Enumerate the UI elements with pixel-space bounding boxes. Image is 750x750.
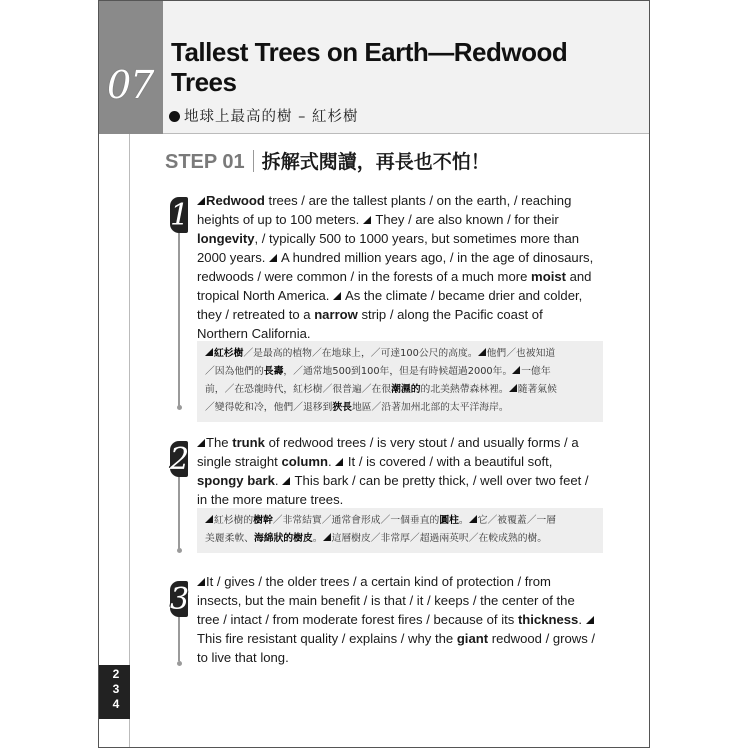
book-page (98, 0, 650, 748)
keyword: giant (456, 631, 489, 646)
keyword: 樹幹 (253, 515, 273, 526)
paragraph-rule-dot (177, 405, 182, 410)
text-run: 這層樹皮／非常厚／超過兩英呎／在較成熟的樹。 (331, 533, 548, 544)
paragraph-3 (197, 572, 597, 667)
text-run: 隨著氣候 ／變得乾和冷，他們／退移到 (205, 384, 557, 413)
keyword: 紅杉樹 (214, 348, 244, 359)
text-run: . (274, 473, 283, 488)
sentence-marker-icon (509, 384, 517, 392)
text-run: 的北美熱帶森林裡。 (420, 384, 509, 395)
sentence-marker-icon (335, 458, 343, 466)
sentence-marker-icon (333, 292, 341, 300)
paragraph-1 (197, 191, 597, 343)
text-run: The (206, 435, 233, 450)
sentence-marker-icon (586, 616, 594, 624)
text-run: . (328, 454, 336, 469)
text-run: , / typically 500 to 1000 years, but sometimes more than 2000 years. (197, 231, 580, 265)
text-run: ／非常結實／通常會形成／一個垂直的 (272, 515, 440, 526)
text-run: of redwood trees / is very stout / and usually forms / a single straight (197, 435, 579, 469)
text-run: As the climate / became drier and colder, they / retreated to a (197, 288, 583, 322)
text-run: This bark / can be pretty thick, / well over two feet / in the more mature trees. (197, 473, 589, 507)
sentence-marker-icon (197, 439, 205, 447)
keyword: thickness (517, 612, 579, 627)
lesson-number-block (99, 1, 163, 134)
sentence-marker-icon (478, 348, 486, 356)
text-run: ，／通常地500到100年，但是有時候超過2000年。 (283, 366, 513, 377)
keyword: longevity (197, 231, 255, 246)
text-run: . (578, 612, 586, 627)
text-run: It / is covered / with a beautiful soft, (344, 454, 553, 469)
text-run: It / gives / the older trees / a certain kind of protection / from insects, but the main benefit / is that / it / keeps / the center of the tree / intact / from moderate forest fires / because of its (197, 574, 575, 627)
paragraph-marker-1: 1 (170, 198, 190, 233)
bullet-icon (169, 111, 180, 122)
step-label: STEP 01 (165, 151, 245, 173)
sentence-marker-icon (282, 477, 290, 485)
text-run: 一億年 前，／在恐龍時代，紅杉樹／很普遍／在很 (205, 366, 551, 395)
text-run: 紅杉樹的 (214, 515, 254, 526)
step-caption: 拆解式閱讀，再長也不怕！ (261, 151, 490, 173)
keyword: Redwood (206, 193, 265, 208)
sentence-marker-icon (197, 578, 205, 586)
paragraph-rule-dot (177, 548, 182, 553)
paragraph-2 (197, 433, 597, 509)
text-run: A hundred million years ago, / in the age of dinosaurs, redwoods / were common / in the forests of a much more (197, 250, 594, 284)
text-run: 它／被覆蓋／一層 美麗柔軟、 (205, 515, 557, 544)
keyword: spongy bark (197, 473, 275, 488)
text-run: This fire resistant quality / explains / why the (197, 631, 457, 646)
keyword: 狹長 (332, 402, 352, 413)
text-run: They / are also known / for their (371, 212, 559, 227)
sentence-marker-icon (269, 254, 277, 262)
page-number: 2 3 4 (99, 665, 130, 719)
keyword: column (281, 454, 328, 469)
keyword: narrow (314, 307, 358, 322)
sentence-marker-icon (469, 515, 477, 523)
sentence-marker-icon (205, 348, 213, 356)
sentence-marker-icon (512, 366, 520, 374)
text-run: strip / along the Pacific coast of Northern California. (197, 307, 543, 341)
lesson-subtitle-text: 地球上最高的樹 – 紅杉樹 (184, 109, 359, 125)
keyword: 長壽 (263, 366, 284, 377)
lesson-number: 07 (107, 63, 154, 107)
sentence-marker-icon (363, 216, 371, 224)
text-run: 地區／沿著加州北部的太平洋海岸。 (351, 402, 509, 413)
text-run: 。 (458, 515, 469, 526)
keyword: trunk (232, 435, 265, 450)
translation-2 (197, 508, 603, 553)
paragraph-rule-dot (177, 661, 182, 666)
sentence-marker-icon (205, 515, 213, 523)
text-run: 他們／也被知道 ／因為他們的 (205, 348, 556, 377)
keyword: 潮濕的 (391, 384, 421, 395)
paragraph-marker-3: 3 (170, 582, 190, 617)
lesson-title: Tallest Trees on Earth—Redwood Trees (171, 37, 568, 97)
lesson-subtitle (169, 105, 358, 126)
step-heading (165, 147, 490, 174)
text-run: 。 (312, 533, 323, 544)
paragraph-rule (178, 206, 180, 406)
text-run: redwood / grows / to live that long. (197, 631, 596, 665)
keyword: 圓柱 (439, 515, 459, 526)
translation-1 (197, 341, 603, 422)
sentence-marker-icon (197, 197, 205, 205)
sentence-marker-icon (323, 533, 331, 541)
keyword: moist (531, 269, 566, 284)
divider (253, 150, 254, 172)
text-run: ／是最高的植物／在地球上，／可達100公尺的高度。 (243, 348, 478, 359)
text-run: and tropical North America. (197, 269, 592, 303)
paragraph-marker-2: 2 (170, 442, 190, 477)
text-run: trees / are the tallest plants / on the earth, / reaching heights of up to 100 meters. (197, 193, 572, 227)
keyword: 海綿狀的樹皮 (253, 533, 313, 544)
